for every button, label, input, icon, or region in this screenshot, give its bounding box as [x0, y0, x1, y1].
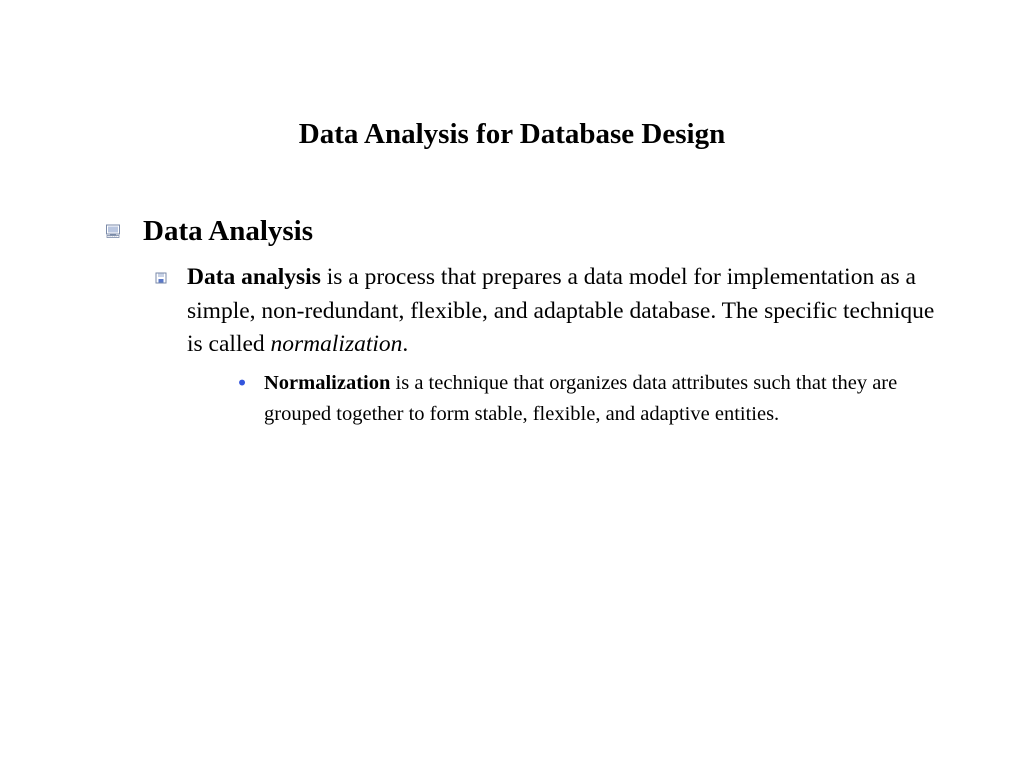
sentence-period: .	[402, 331, 409, 357]
data-analysis-definition: is a process that prepares a data model for implementation as a simple, non-redundant, flexible, and adaptable database. The specific technique is called	[187, 264, 935, 357]
bullet-level-3	[236, 368, 966, 430]
normalization-italic-term: normalization	[270, 331, 403, 357]
bullet-level-1	[105, 211, 985, 251]
bullet-level-2-text	[187, 261, 955, 362]
bullet-level-3-text	[264, 368, 966, 430]
normalization-term: Normalization	[264, 372, 391, 394]
slide-title: Data Analysis for Database Design	[298, 118, 726, 150]
normalization-definition: is a technique that organizes data attributes such that they are grouped together to form stable, flexible, and adaptive entities.	[264, 372, 898, 425]
bullet-level-2	[155, 261, 955, 362]
bullet-level-1-label: Data Analysis	[143, 215, 314, 247]
floppy-disk-icon	[155, 261, 187, 295]
bullet-dot-icon: •	[236, 371, 249, 395]
data-analysis-term: Data analysis	[187, 264, 321, 290]
computer-icon	[105, 211, 143, 251]
